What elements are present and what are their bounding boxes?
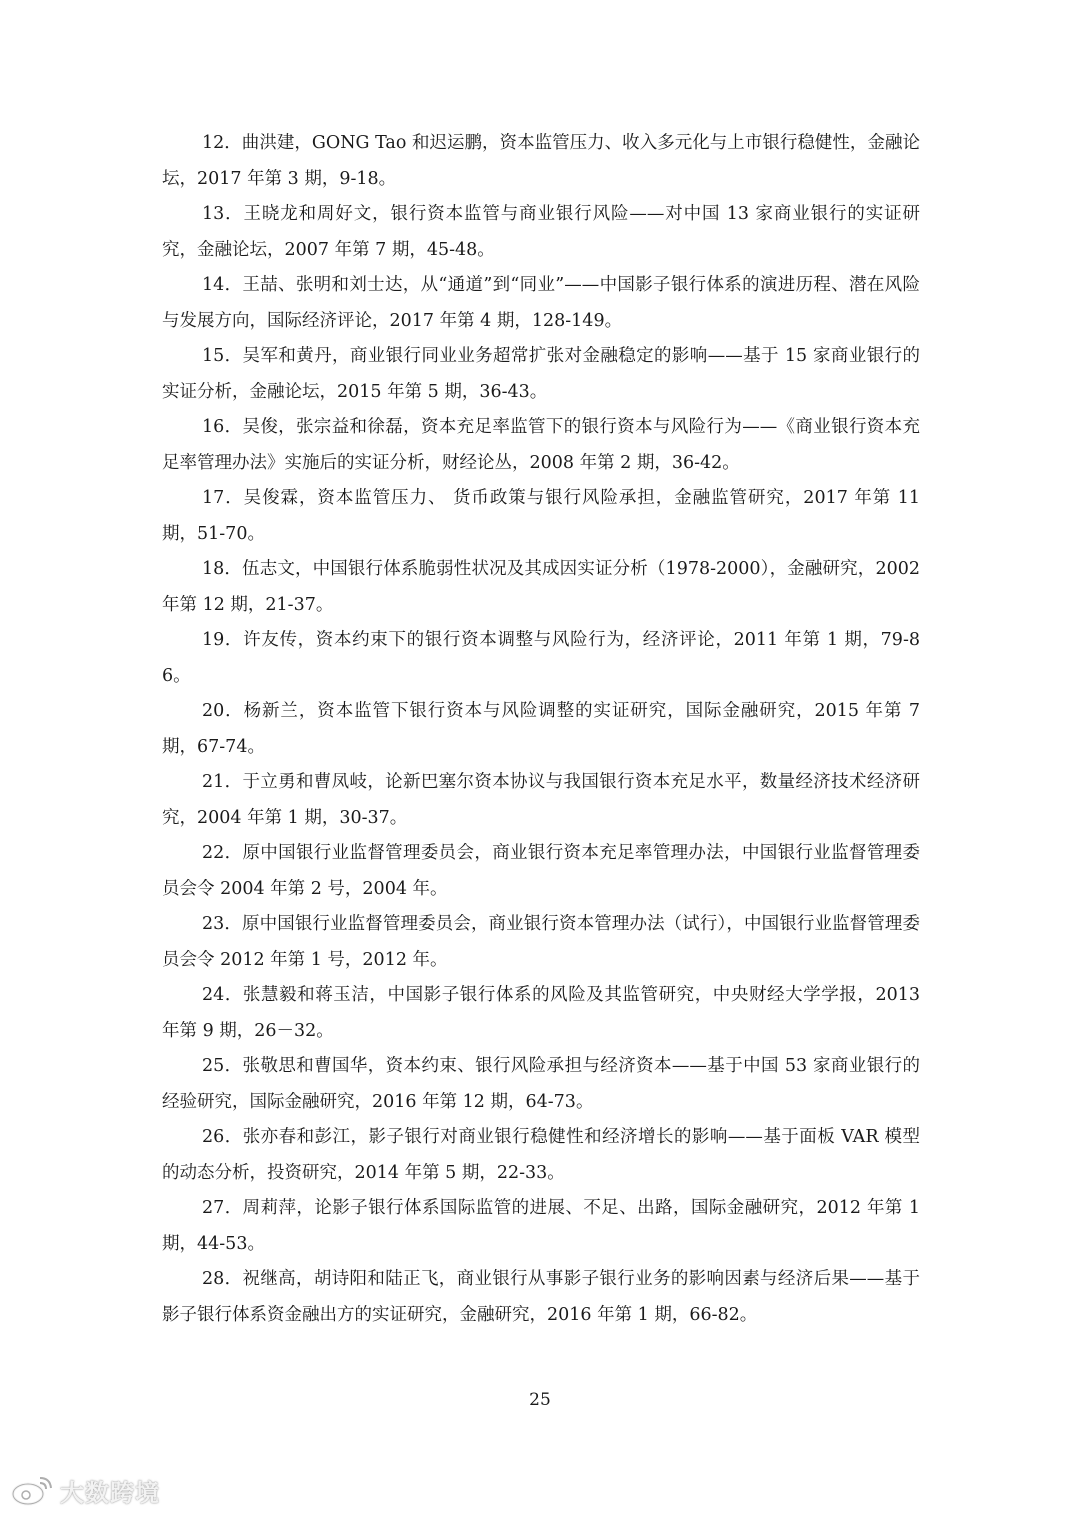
reference-entry: 20．杨新兰，资本监管下银行资本与风险调整的实证研究，国际金融研究，2015 年第 7 期，67-74。 [162,701,920,757]
reference-entry: 15．吴军和黄丹，商业银行同业业务超常扩张对金融稳定的影响——基于 15 家商业银行的实证分析，金融论坛，2015 年第 5 期，36-43。 [162,346,920,402]
reference-entry: 28．祝继高，胡诗阳和陆正飞，商业银行从事影子银行业务的影响因素与经济后果——基于影子银行体系资金融出方的实证研究，金融研究，2016 年第 1 期，66-82。 [162,1269,920,1325]
reference-entry: 13．王晓龙和周好文，银行资本监管与商业银行风险——对中国 13 家商业银行的实证研究，金融论坛，2007 年第 7 期，45-48。 [162,204,920,260]
reference-entry: 24．张慧毅和蒋玉洁，中国影子银行体系的风险及其监管研究，中央财经大学学报，2013 年第 9 期，26－32。 [162,985,920,1041]
watermark-text: 大数跨境 [60,1478,160,1507]
watermark [10,1468,160,1512]
reference-entry: 21．于立勇和曹凤岐，论新巴塞尔资本协议与我国银行资本充足水平，数量经济技术经济研究，2004 年第 1 期，30-37。 [162,772,920,828]
reference-entry: 17．吴俊霖，资本监管压力、 货币政策与银行风险承担，金融监管研究，2017 年第 11 期，51-70。 [162,488,920,544]
weibo-logo-icon [10,1472,56,1508]
reference-entry: 14．王喆、张明和刘士达，从“通道”到“同业”——中国影子银行体系的演进历程、潜在风险与发展方向，国际经济评论，2017 年第 4 期，128-149。 [162,275,920,331]
reference-entry: 12．曲洪建，GONG Tao 和迟运鹏，资本监管压力、收入多元化与上市银行稳健性，金融论坛，2017 年第 3 期，9-18。 [162,133,920,189]
reference-entry: 22．原中国银行业监督管理委员会，商业银行资本充足率管理办法，中国银行业监督管理委员会令 2004 年第 2 号，2004 年。 [162,843,920,899]
page-number: 25 [529,1390,551,1410]
reference-list [162,126,920,1333]
reference-entry: 26．张亦春和彭江，影子银行对商业银行稳健性和经济增长的影响——基于面板 VAR 模型的动态分析，投资研究，2014 年第 5 期，22-33。 [162,1127,920,1183]
reference-entry: 25．张敬思和曹国华，资本约束、银行风险承担与经济资本——基于中国 53 家商业银行的经验研究，国际金融研究，2016 年第 12 期，64-73。 [162,1056,920,1112]
reference-entry: 19．许友传，资本约束下的银行资本调整与风险行为，经济评论，2011 年第 1 期，79-86。 [162,630,920,686]
reference-entry: 27．周莉萍，论影子银行体系国际监管的进展、不足、出路，国际金融研究，2012 年第 1 期，44-53。 [162,1198,920,1254]
reference-entry: 16．吴俊，张宗益和徐磊，资本充足率监管下的银行资本与风险行为——《商业银行资本充足率管理办法》实施后的实证分析，财经论丛，2008 年第 2 期，36-42。 [162,417,920,473]
reference-entry: 18．伍志文，中国银行体系脆弱性状况及其成因实证分析（1978-2000），金融研究，2002 年第 12 期，21-37。 [162,559,920,615]
reference-entry: 23．原中国银行业监督管理委员会，商业银行资本管理办法（试行），中国银行业监督管理委员会令 2012 年第 1 号，2012 年。 [162,914,920,970]
